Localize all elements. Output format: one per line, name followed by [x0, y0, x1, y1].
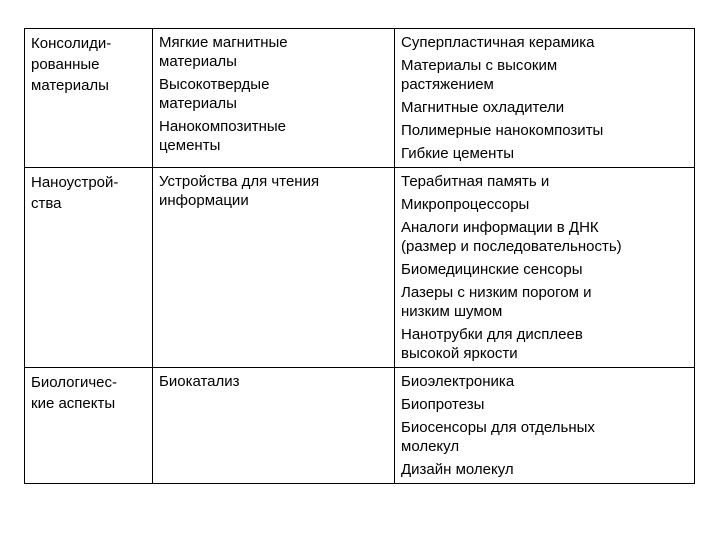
- category-label: Биологичес- кие аспекты: [31, 374, 118, 412]
- list-item: Терабитная память и: [401, 173, 550, 190]
- table-body: [25, 29, 695, 484]
- list-item: Дизайн молекул: [401, 461, 514, 478]
- list-item: Полимерные нанокомпозиты: [401, 122, 604, 139]
- list-item: Нанокомпозитные цементы: [159, 118, 287, 154]
- list-item: Биокатализ: [159, 373, 240, 390]
- list-item: Лазеры с низким порогом и низким шумом: [401, 284, 592, 320]
- applications-table: [24, 28, 695, 484]
- middle-cell: [153, 368, 395, 484]
- list-item: Биосенсоры для отдельных молекул: [401, 419, 595, 455]
- category-label: Наноустрой- ства: [31, 174, 119, 212]
- list-item: Магнитные охладители: [401, 99, 565, 116]
- category-cell: [25, 168, 153, 368]
- table-row: [25, 29, 695, 168]
- category-label: Консолиди- рованные материалы: [31, 35, 112, 94]
- category-cell: [25, 368, 153, 484]
- list-item: Мягкие магнитные материалы: [159, 34, 288, 70]
- list-item: Материалы с высоким растяжением: [401, 57, 558, 93]
- table-row: [25, 168, 695, 368]
- list-item: Микропроцессоры: [401, 196, 530, 213]
- list-item: Биомедицинские сенсоры: [401, 261, 583, 278]
- table-row: [25, 368, 695, 484]
- list-item: Гибкие цементы: [401, 145, 515, 162]
- right-cell: [395, 368, 695, 484]
- middle-cell: [153, 29, 395, 168]
- category-cell: [25, 29, 153, 168]
- list-item: Нанотрубки для дисплеев высокой яркости: [401, 326, 583, 362]
- list-item: Высокотвердые материалы: [159, 76, 270, 112]
- list-item: Биоэлектроника: [401, 373, 515, 390]
- middle-cell: [153, 168, 395, 368]
- right-cell: [395, 29, 695, 168]
- list-item: Суперпластичная керамика: [401, 34, 595, 51]
- right-cell: [395, 168, 695, 368]
- list-item: Аналоги информации в ДНК (размер и последовательность): [401, 219, 622, 255]
- list-item: Устройства для чтения информации: [159, 173, 320, 209]
- page-container: [24, 28, 695, 484]
- list-item: Биопротезы: [401, 396, 485, 413]
